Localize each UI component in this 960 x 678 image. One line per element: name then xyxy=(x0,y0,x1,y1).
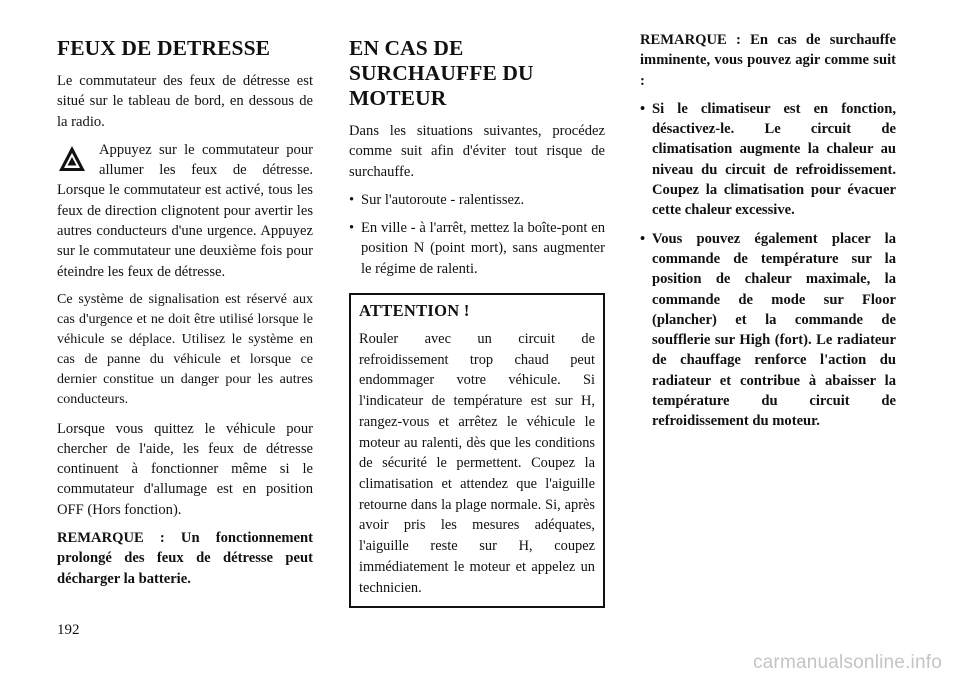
list-item: • En ville - à l'arrêt, mettez la boîte-pont en position N (point mort), sans augmenter le régime de ralenti. xyxy=(349,220,605,277)
overheat-remedies-list xyxy=(640,99,896,432)
attention-text: Rouler avec un circuit de refroidissement trop chaud peut endommager votre véhicule. Si l'indicateur de température est sur H, rangez-vous et arrêtez le véhicule le moteur au ralenti, dès que les conditions de sécurité le permettent. Coupez la climatisation et attendez que l'aiguille retourne dans la plage normale. Si, après avoir pris les mesures adéquates, l'aiguille reste sur H, coupez immédiatement le moteur et appelez un technicien. xyxy=(359,331,595,596)
column-hazard-lights xyxy=(57,30,313,597)
hazard-battery-note: REMARQUE : Un fonctionnement prolongé des feux de détresse peut décharger la batterie. xyxy=(57,530,313,587)
overheat-remark-paragraph: REMARQUE : En cas de surchauffe imminente, vous pouvez agir comme suit : xyxy=(640,32,896,89)
section-title-engine-overheat: EN CAS DE SURCHAUFFE DU MOTEUR xyxy=(349,36,534,110)
watermark: carmanualsonline.info xyxy=(752,652,942,673)
attention-title: ATTENTION ! xyxy=(359,301,470,321)
hazard-leaving-vehicle-paragraph: Lorsque vous quittez le véhicule pour chercher de l'aide, les feux de détresse continuent à fonctionner même si le commutateur d'allumage est en position OFF (Hors fonction). xyxy=(57,420,313,518)
overheat-situations-list xyxy=(349,190,605,279)
hazard-location-paragraph: Le commutateur des feux de détresse est situé sur le tableau de bord, en dessous de la radio. xyxy=(57,73,313,130)
hazard-switch-text: Appuyez sur le commutateur pour allumer les feux de détresse. Lorsque le commutateur est activé, tous les feux de direction clignotent pour avertir les autres conducteurs d'une urgence. Appuyez sur le commutateur une deuxième fois pour éteindre les feux de détresse. xyxy=(57,141,313,280)
column-engine-overheat xyxy=(349,30,605,608)
list-item: • Vous pouvez également placer la commande de température sur la position de chaleur maximale, la commande de mode sur Floor (plancher) et la commande de soufflerie sur High (fort). Le radiateur de chauffage renforce l'action du radiateur et contribue à abaisser la température du circuit de refroidissement du moteur. xyxy=(640,230,896,430)
column-overheat-remarks xyxy=(640,30,896,440)
page-number: 192 xyxy=(57,622,80,638)
list-item: • Si le climatiseur est en fonction, désactivez-le. Le circuit de climatisation augmente la chaleur au niveau du circuit de refroidissement. Coupez la climatisation pour évacuer cette chaleur excessive. xyxy=(640,100,896,219)
list-item: • Sur l'autoroute - ralentissez. xyxy=(349,191,525,208)
overheat-intro-paragraph: Dans les situations suivantes, procédez comme suit afin d'éviter tout risque de surchauffe. xyxy=(349,123,605,180)
hazard-triangle-icon xyxy=(57,144,87,174)
attention-box xyxy=(349,293,605,608)
hazard-usage-paragraph: Ce système de signalisation est réservé aux cas d'urgence et ne doit être utilisé lorsque le véhicule se déplace. Utilisez le système en cas de panne du véhicule et lorsque ce dernier constitue un danger pour les autres conducteurs. xyxy=(57,291,313,408)
section-title-hazard-lights: FEUX DE DETRESSE xyxy=(57,36,271,60)
hazard-switch-paragraph xyxy=(57,140,313,282)
